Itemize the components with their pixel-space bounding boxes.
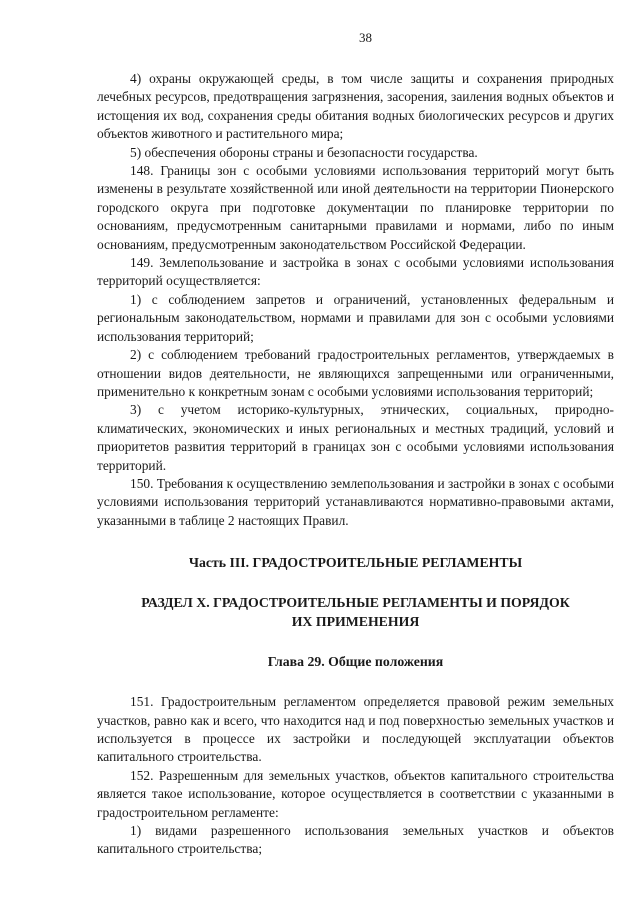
page-number: 38 — [359, 30, 372, 45]
part-heading: Часть III. ГРАДОСТРОИТЕЛЬНЫЕ РЕГЛАМЕНТЫ — [188, 555, 523, 571]
paragraph-149: 149. Землепользование и застройка в зонах с особыми условиями использования территорий осуществляется: — [97, 255, 614, 289]
paragraph-152: 152. Разрешенным для земельных участков, объектов капитального строительства является такое использование, которое осуществляется в соответствии с указанными в градостроительном регламенте: — [97, 767, 614, 820]
section-heading-line-2: ИХ ПРИМЕНЕНИЯ — [291, 614, 420, 630]
paragraph-149-item-3: 3) с учетом историко-культурных, этнических, социальных, природно-климатических, экономических и иных региональных и местных традиций, условий и приоритетов развития территорий в границах зон с особыми условиями использования территорий. — [97, 402, 614, 473]
paragraph-152-item-1: 1) видами разрешенного использования земельных участков и объектов капитального строительства; — [97, 823, 614, 857]
paragraph-item-4-environment: 4) охраны окружающей среды, в том числе защиты и сохранения природных лечебных ресурсов, предотвращения загрязнения, засорения, заиления водных объектов и истощения их вод, сохранения среды обитания водных биологических ресурсов и других объектов животного и растительного мира; — [97, 71, 614, 142]
section-heading — [97, 593, 614, 631]
paragraph-150: 150. Требования к осуществлению землепользования и застройки в зонах с особыми условиями использования территорий устанавливаются нормативно-правовыми актами, указанными в таблице 2 настоящих Правил. — [97, 475, 614, 528]
paragraph-149-item-2: 2) с соблюдением требований градостроительных регламентов, утверждаемых в отношении видов деятельности, не являющихся запрещенными или ограниченными, применительно к конкретным зонам с особыми условиями использования территорий; — [97, 347, 614, 399]
paragraph-item-5-defense: 5) обеспечения обороны страны и безопасности государства. — [130, 144, 478, 160]
chapter-heading: Глава 29. Общие положения — [267, 654, 444, 670]
paragraph-148: 148. Границы зон с особыми условиями использования территорий могут быть изменены в результате хозяйственной или иной деятельности на территории Пионерского городского округа при подготовке документации по планировке территории по основаниям, предусмотренным санитарными правилами и нормами, либо по иным основаниям, предусмотренным законодательством Российской Федерации. — [97, 163, 614, 252]
paragraph-151: 151. Градостроительным регламентом определяется правовой режим земельных участков, равно как и всего, что находится над и под поверхностью земельных участков и используется в процессе их застройки и последующей эксплуатации объектов капитального строительства. — [97, 694, 614, 765]
paragraph-149-item-1: 1) с соблюдением запретов и ограничений, установленных федеральным и региональным законодательством, нормами и правилами для зон с особыми условиями использования территорий; — [97, 291, 614, 344]
section-heading-line-1: РАЗДЕЛ X. ГРАДОСТРОИТЕЛЬНЫЕ РЕГЛАМЕНТЫ И ПОРЯДОК — [141, 595, 570, 611]
